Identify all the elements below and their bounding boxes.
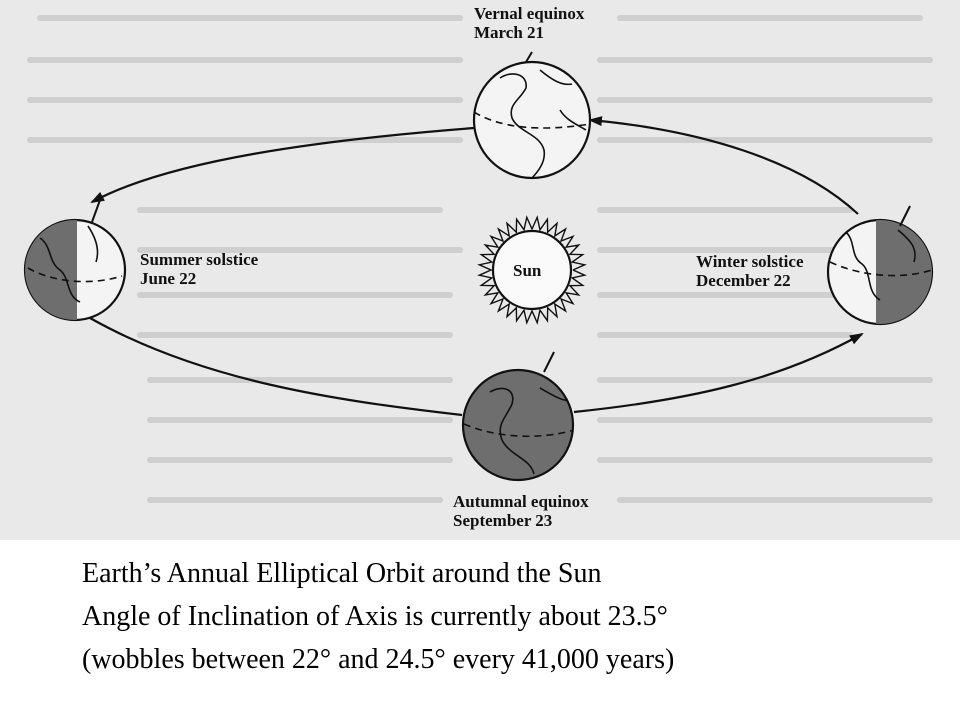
winter-date: December 22 [696, 271, 791, 290]
caption-line-2: Angle of Inclination of Axis is currently about 23.5° [82, 601, 668, 632]
earth-winter [828, 206, 936, 328]
caption [82, 552, 942, 681]
caption-line-1: Earth’s Annual Elliptical Orbit around the Sun [82, 558, 602, 589]
autumnal-name: Autumnal equinox [453, 492, 589, 511]
vernal-name: Vernal equinox [474, 4, 585, 23]
earth-winter-axis [900, 206, 910, 226]
orbit-arc-winter-to-vernal [590, 120, 858, 214]
label-winter [696, 252, 804, 290]
earth-summer [20, 200, 125, 325]
label-sun [513, 261, 541, 280]
autumnal-date: September 23 [453, 511, 553, 530]
caption-line-3: (wobbles between 22° and 24.5° every 41,000 years) [82, 644, 675, 675]
label-summer [140, 250, 258, 288]
earth-summer-axis [92, 200, 100, 222]
label-vernal [474, 4, 584, 42]
summer-name: Summer solstice [140, 250, 259, 269]
label-autumnal [453, 492, 589, 530]
earth-vernal [474, 52, 590, 180]
sun-label-text: Sun [513, 261, 542, 280]
earth-vernal-axis [526, 52, 532, 62]
earth-autumnal-axis [544, 352, 554, 372]
winter-name: Winter solstice [696, 252, 804, 271]
vernal-date: March 21 [474, 23, 545, 42]
summer-date: June 22 [140, 269, 197, 288]
orbit-arc-autumn-to-winter [574, 334, 862, 412]
earth-autumnal [463, 352, 574, 480]
